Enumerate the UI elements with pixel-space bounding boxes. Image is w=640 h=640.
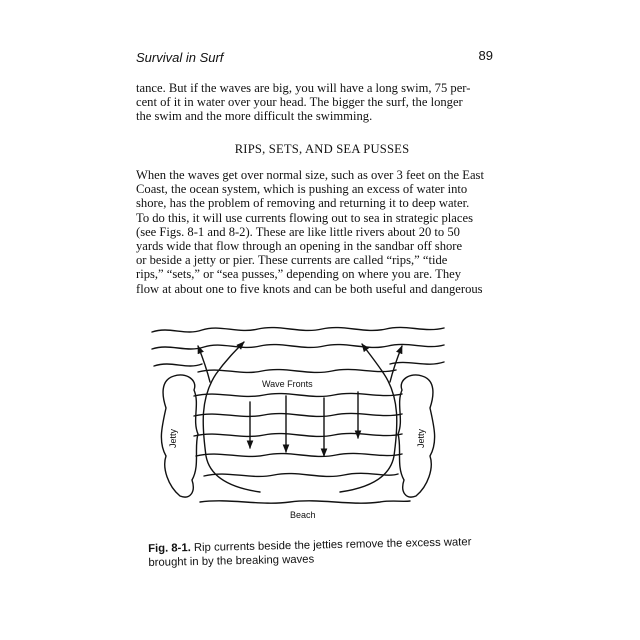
offshore-wave-line: [152, 344, 444, 349]
offshore-wave-line: [154, 364, 202, 366]
wave-fronts-label: Wave Fronts: [262, 379, 313, 389]
text-line: the swim and the more difficult the swimming.: [136, 109, 373, 124]
wave-front-line: [194, 433, 402, 436]
page-number: 89: [478, 48, 493, 63]
text-line: flow at about one to five knots and can be both useful and dangerous: [136, 281, 483, 296]
text-line: When the waves get over normal size, such as over 3 feet on the East: [136, 168, 484, 182]
diagram-svg: [140, 316, 460, 526]
section-heading: RIPS, SETS, AND SEA PUSSES: [234, 142, 410, 156]
text-line: rips,” “sets,” or “sea pusses,” depending on where you are. They: [136, 267, 461, 282]
right-jetty-label: Jetty: [416, 428, 426, 448]
text-line: Coast, the ocean system, which is pushing an excess of water into: [136, 182, 468, 197]
paragraph-intro: [136, 81, 508, 124]
beach-line: [200, 501, 410, 503]
text-line: cent of it in water over your head. The bigger the surf, the longer: [136, 95, 463, 110]
rip-current-diagram: [140, 316, 460, 531]
left-jetty-label: Jetty: [168, 428, 178, 448]
text-line: or beside a jetty or pier. These currents are called “rips,” “tide: [136, 253, 448, 268]
left-jetty: [161, 375, 198, 497]
wave-front-line: [194, 413, 402, 416]
wave-front-line: [198, 369, 396, 372]
text-line: To do this, it will use currents flowing out to sea in strategic places: [136, 210, 473, 225]
rip-current-arrow: [340, 344, 397, 492]
caption-label: Fig. 8-1.: [148, 542, 191, 555]
rip-current-arrow: [203, 342, 260, 492]
text-line: (see Figs. 8-1 and 8-2). These are like little rivers about 20 to 50: [136, 224, 460, 239]
text-line: tance. But if the waves are big, you will have a long swim, 75 per-: [136, 81, 471, 95]
wave-front-line: [196, 453, 402, 456]
running-title: Survival in Surf: [136, 50, 224, 65]
wave-front-line: [194, 393, 402, 396]
offshore-wave-line: [152, 327, 444, 332]
wave-front-line: [204, 473, 398, 476]
caption-text: Rip currents beside the jetties remove the excess water brought in by the breaking waves: [148, 536, 472, 569]
offshore-wave-line: [390, 362, 444, 364]
text-line: shore, has the problem of removing and returning it to deep water.: [136, 196, 470, 211]
text-line: yards wide that flow through an opening in the sandbar off shore: [136, 239, 463, 254]
beach-label: Beach: [290, 510, 316, 520]
figure-caption: [148, 536, 488, 570]
paragraph-rips: [136, 168, 508, 296]
